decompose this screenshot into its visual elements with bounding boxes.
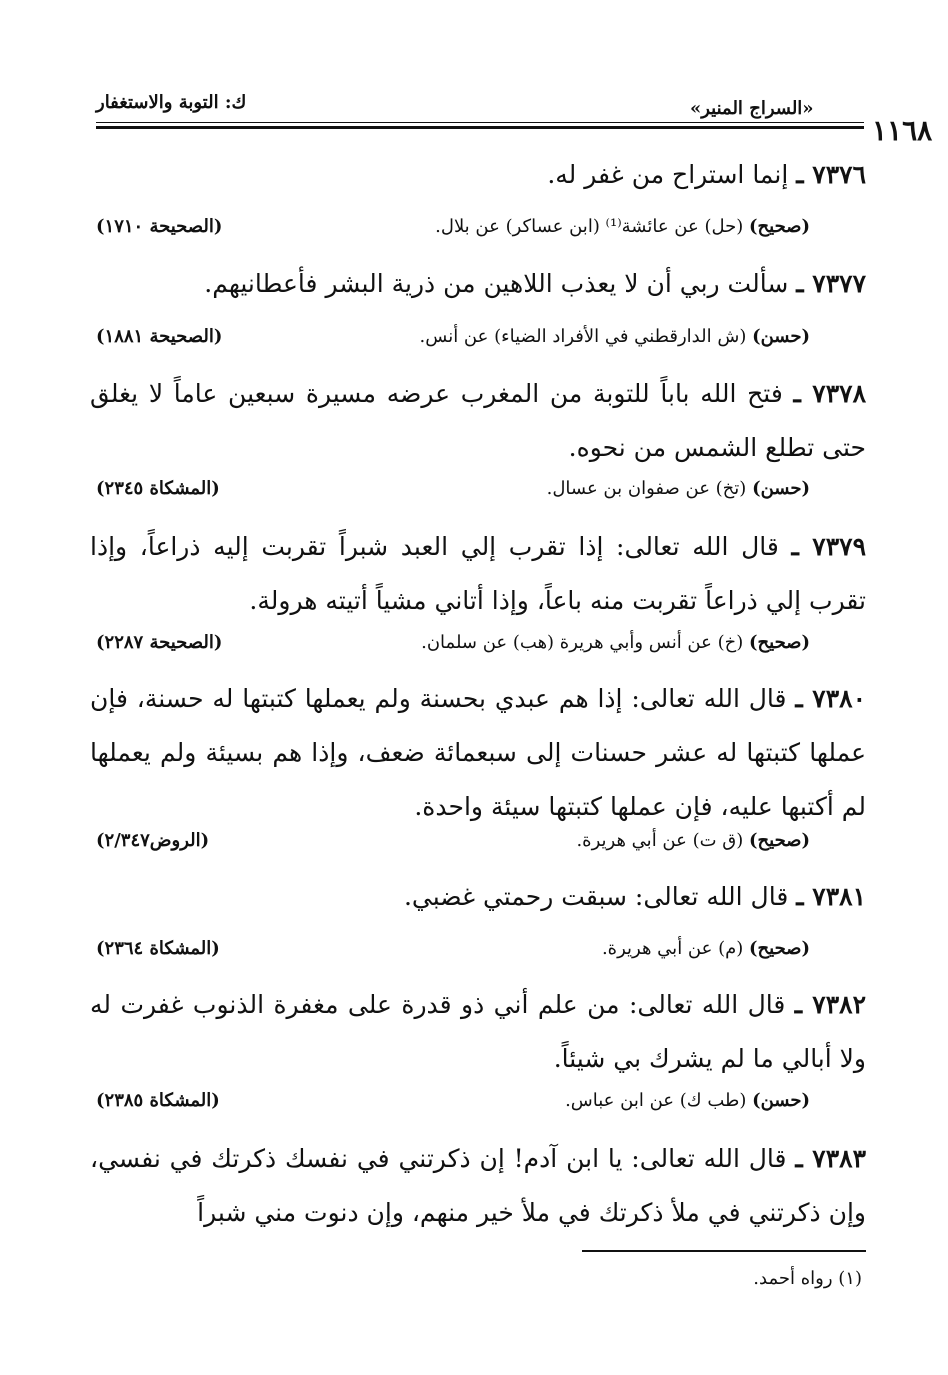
source-text: (ش الدارقطني في الأفراد الضياء) عن أنس. [419, 326, 747, 347]
source-line [421, 632, 810, 653]
reference: (المشكاة ٢٣٨٥) [96, 1090, 220, 1111]
source-row [96, 478, 810, 508]
hadith-number: ٧٣٨١ ـ [796, 882, 866, 911]
source-text: (حل) عن عائشة⁽¹⁾ (ابن عساكر) عن بلال. [435, 216, 744, 237]
hadith-entry [90, 1132, 866, 1240]
hadith-number: ٧٣٨٣ ـ [795, 1144, 866, 1173]
hadith-entry [90, 257, 866, 311]
hadith-text: قال الله تعالى: من علم أني ذو قدرة على مغفرة الذنوب غفرت له ولا أبالي ما لم يشرك بي شيئاً. [90, 990, 866, 1073]
source-text: (م) عن أبي هريرة. [601, 938, 744, 959]
reference: (المشكاة ٢٣٦٤) [96, 938, 220, 959]
source-text: (تخ) عن صفوان بن عسال. [546, 478, 747, 499]
source-line [565, 1090, 810, 1111]
hadith-entry [90, 367, 866, 475]
source-row [96, 326, 810, 356]
header-rule-thin [96, 122, 864, 123]
source-line [602, 938, 810, 959]
grade: (صحيح) [749, 216, 810, 237]
source-row [96, 938, 810, 968]
hadith-number: ٧٣٧٨ ـ [793, 379, 866, 408]
hadith-number: ٧٣٧٧ ـ [796, 269, 866, 298]
hadith-number: ٧٣٨٢ ـ [794, 990, 866, 1019]
hadith-entry [90, 978, 866, 1086]
header-rule-thick [96, 126, 864, 129]
source-row [96, 216, 810, 246]
reference: (المشكاة ٢٣٤٥) [96, 478, 220, 499]
grade: (صحيح) [749, 830, 810, 851]
source-text: (طب ك) عن ابن عباس. [565, 1090, 747, 1111]
grade: (صحيح) [749, 938, 810, 959]
source-row [96, 632, 810, 662]
hadith-entry [90, 672, 866, 834]
grade: (حسن) [752, 478, 810, 499]
grade: (حسن) [752, 326, 810, 347]
hadith-number: ٧٣٨٠ ـ [795, 684, 866, 713]
source-line [435, 216, 810, 237]
hadith-text: إنما استراح من غفر له. [547, 160, 789, 189]
reference: (الصحيحة ١٨٨١) [96, 326, 223, 347]
source-text: (ق ت) عن أبي هريرة. [576, 830, 744, 851]
source-row [96, 1090, 810, 1120]
hadith-entry [90, 148, 866, 202]
hadith-text: قال الله تعالى: إذا هم عبدي بحسنة ولم يعملها كتبتها له حسنة، فإن عملها كتبتها له عشر حسنات إلى سبعمائة ضعف، وإذا هم بسيئة ولم يعملها لم أكتبها عليه، فإن عملها كتبتها سيئة واحدة. [90, 684, 866, 821]
hadith-entry [90, 520, 866, 628]
source-text: (خ) عن أنس وأبي هريرة (هب) عن سلمان. [421, 632, 744, 653]
hadith-text: قال الله تعالى: إذا تقرب إلي العبد شبراً تقربت إليه ذراعاً، وإذا تقرب إلي ذراعاً تقربت منه باعاً، وإذا أتاني مشياً أتيته هرولة. [90, 532, 866, 615]
book-title: «السراج المنير» [690, 98, 814, 119]
reference: (الصحيحة ١٧١٠) [96, 216, 223, 237]
reference: (الروض٢/٣٤٧) [96, 830, 210, 851]
hadith-text: فتح الله باباً للتوبة من المغرب عرضه مسيرة سبعين عاماً لا يغلق حتى تطلع الشمس من نحوه. [90, 379, 866, 462]
page-number: ١١٦٨ [872, 114, 933, 147]
footnote-rule [582, 1250, 866, 1252]
source-line [547, 478, 810, 499]
hadith-text: سألت ربي أن لا يعذب اللاهين من ذرية البشر فأعطانيهم. [204, 269, 789, 298]
source-line [420, 326, 810, 347]
hadith-text: قال الله تعالى: سبقت رحمتي غضبي. [403, 882, 789, 911]
source-row [96, 830, 810, 860]
hadith-text: قال الله تعالى: يا ابن آدم! إن ذكرتني في نفسك ذكرتك في نفسي، وإن ذكرتني في ملأ ذكرتك في ملأ خير منهم، وإن دنوت مني شبراً [90, 1144, 866, 1227]
section-header: ك: التوبة والاستغفار [96, 92, 247, 113]
source-line [576, 830, 810, 851]
grade: (حسن) [752, 1090, 810, 1111]
reference: (الصحيحة ٢٢٨٧) [96, 632, 223, 653]
hadith-entry [90, 870, 866, 924]
hadith-number: ٧٣٧٦ ـ [796, 160, 866, 189]
hadith-number: ٧٣٧٩ ـ [791, 532, 867, 561]
footnote: (١) رواه أحمد. [753, 1268, 862, 1289]
grade: (صحيح) [749, 632, 810, 653]
